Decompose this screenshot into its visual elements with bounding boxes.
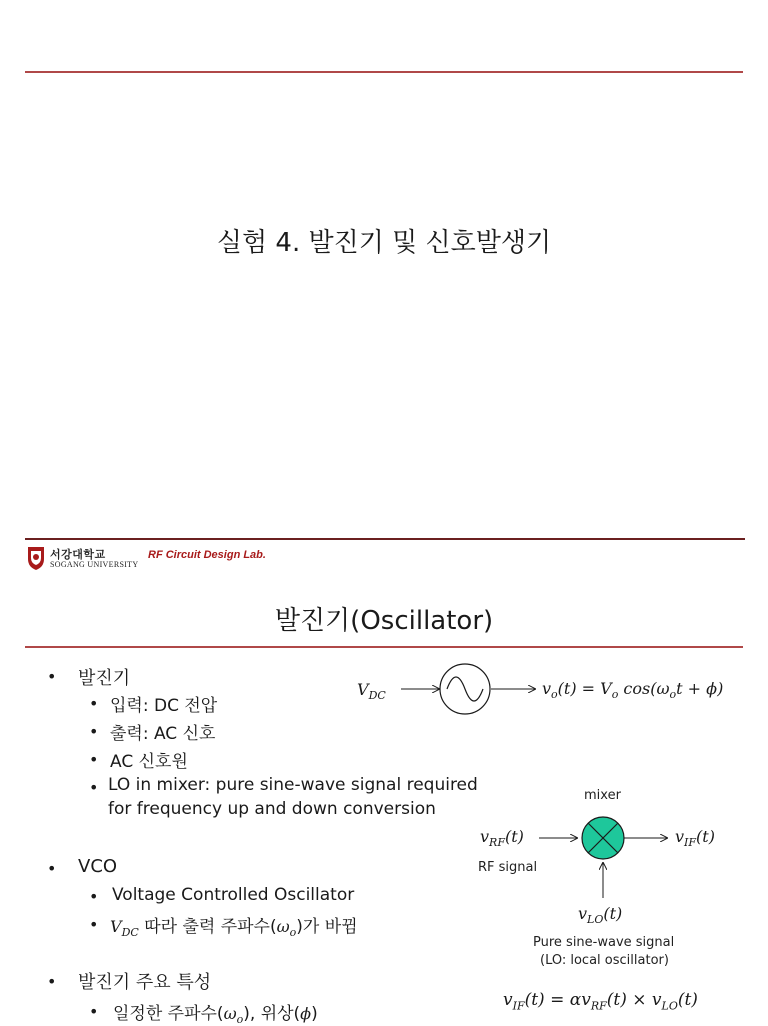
slide2-title: 발진기(Oscillator) xyxy=(274,606,494,636)
rf-signal-caption: RF signal xyxy=(478,860,538,875)
sub-bullet-lo-line2: for frequency up and down conversion xyxy=(108,799,436,819)
lo-caption-line2: (LO: local oscillator) xyxy=(540,953,669,968)
phi-symbol: ϕ xyxy=(300,1004,312,1023)
bullet-vco: VCO xyxy=(78,856,118,877)
slide-separator xyxy=(25,538,745,540)
osc-output-formula: $v_o(t) = V_o$ $\cos(\omega_ot + \phi)$ xyxy=(542,679,724,702)
slide1-top-rule xyxy=(25,71,743,73)
logo-english-text: SOGANG UNIVERSITY xyxy=(50,560,139,569)
sub-bullet-freq-phase: 일정한 주파수$(\omega_o)$, 위상(ϕ) xyxy=(113,1004,318,1026)
sub-bullet-dot: • xyxy=(89,778,99,797)
rf-input-label: $v_{RF}(t)$ xyxy=(480,827,524,850)
bullet-dot: • xyxy=(47,859,57,878)
university-logo xyxy=(26,543,146,573)
mixer-equation: $v_{IF}(t) = \alpha v_{RF}(t) \times v_{LO}(t)$ xyxy=(503,990,698,1013)
lab-name: RF Circuit Design Lab. xyxy=(148,549,266,561)
slide2-title-rule xyxy=(25,646,743,648)
sub-bullet-output: 출력: AC 신호 xyxy=(110,724,216,744)
sub-bullet-dot: • xyxy=(89,694,99,713)
vdc-symbol: $V_{DC}$ xyxy=(110,917,139,940)
sub-bullet-dot: • xyxy=(89,915,99,934)
lo-input-label: $v_{LO}(t)$ xyxy=(578,904,623,927)
sogang-emblem-icon xyxy=(26,545,46,571)
logo-korean-text: 서강대학교 xyxy=(50,548,106,561)
sub-bullet-input: 입력: DC 전압 xyxy=(110,696,218,716)
slide1-title: 실험 4. 발진기 및 신호발생기 xyxy=(216,228,552,258)
osc-input-label: $V_{DC}$ xyxy=(357,680,386,703)
sub-bullet-dot: • xyxy=(89,1002,99,1021)
if-output-label: $v_{IF}(t)$ xyxy=(675,827,715,850)
bullet-dot: • xyxy=(47,972,57,991)
sub-bullet-dot: • xyxy=(89,750,99,769)
mixer-label: mixer xyxy=(584,788,621,803)
oscillator-diagram xyxy=(395,659,545,719)
bullet-characteristics: 발진기 주요 특성 xyxy=(78,972,212,993)
lo-caption-line1: Pure sine-wave signal xyxy=(533,935,675,950)
sub-bullet-dot: • xyxy=(89,722,99,741)
bullet-oscillator: 발진기 xyxy=(78,668,131,689)
sub-bullet-dot: • xyxy=(89,887,99,906)
sub-bullet-vco-freq: $V_{DC}$ 따라 출력 주파수$(\omega_o)$가 바뀜 xyxy=(110,917,358,940)
mixer-diagram xyxy=(535,810,675,900)
sub-bullet-ac-source: AC 신호원 xyxy=(110,752,188,772)
omega-symbol: $\omega_o$ xyxy=(276,917,297,940)
bullet-dot: • xyxy=(47,667,57,686)
sub-bullet-vco-full: Voltage Controlled Oscillator xyxy=(112,885,355,905)
sub-bullet-lo-line1: LO in mixer: pure sine-wave signal required xyxy=(108,775,478,795)
omega-symbol: $\omega_o$ xyxy=(223,1004,244,1026)
